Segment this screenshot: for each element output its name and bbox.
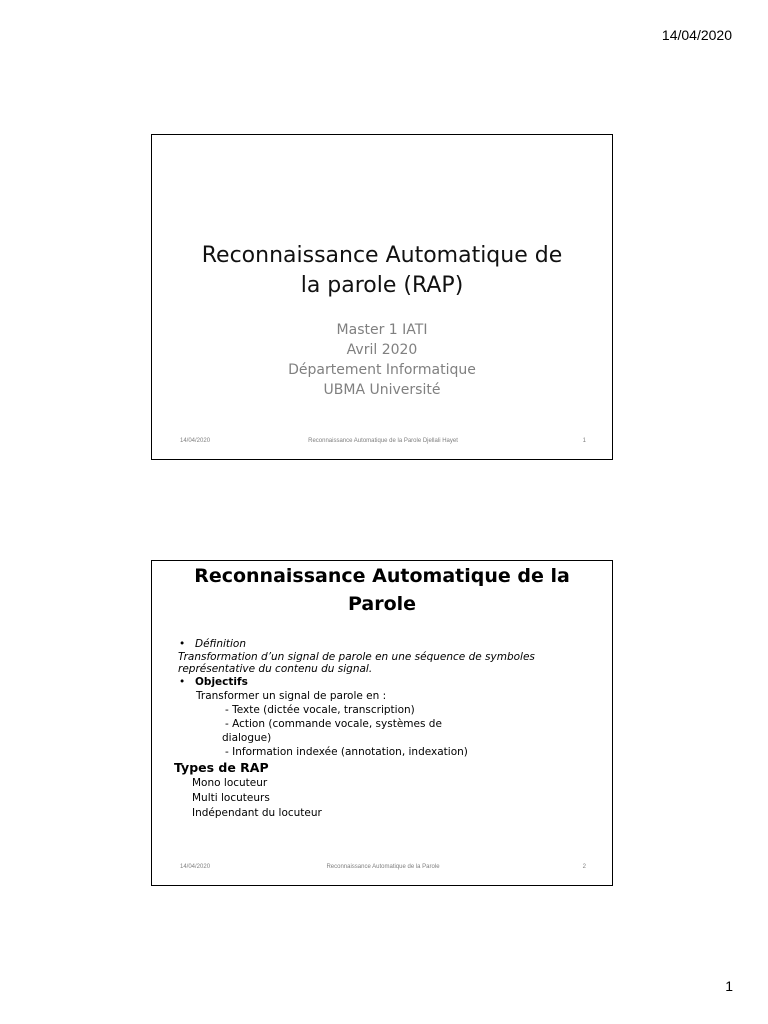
slide-2-title-line-1: Reconnaissance Automatique de la bbox=[194, 565, 570, 587]
slide-2 bbox=[151, 560, 613, 886]
subtitle-line: UBMA Université bbox=[323, 382, 441, 398]
slide-2-footer bbox=[180, 864, 586, 874]
slide-footer-title: Reconnaissance Automatique de la Parole Djellali Hayet bbox=[308, 438, 458, 444]
slide-1-subtitle bbox=[152, 320, 612, 400]
subtitle-line: Département Informatique bbox=[288, 362, 476, 378]
bullet-icon: • bbox=[179, 638, 186, 650]
objectifs-label: Objectifs bbox=[195, 676, 248, 688]
slide-footer-date: 14/04/2020 bbox=[180, 864, 211, 870]
objectifs-bullet bbox=[174, 675, 596, 689]
definition-text bbox=[174, 651, 596, 675]
slide-2-title bbox=[152, 562, 612, 618]
subtitle-line: Master 1 IATI bbox=[336, 322, 428, 338]
page-number: 1 bbox=[725, 978, 733, 994]
slide-footer-number: 2 bbox=[582, 864, 586, 870]
page-date: 14/04/2020 bbox=[661, 27, 732, 43]
objectifs-intro: Transformer un signal de parole en : bbox=[196, 690, 387, 702]
slide-1-footer bbox=[180, 438, 586, 448]
objectif-item: - Action (commande vocale, systèmes de bbox=[225, 718, 442, 730]
slide-1 bbox=[151, 134, 613, 460]
objectif-item: - Information indexée (annotation, indexation) bbox=[225, 746, 468, 758]
definition-bullet bbox=[174, 637, 596, 651]
type-item: Indépendant du locuteur bbox=[192, 807, 322, 819]
slide-footer-number: 1 bbox=[582, 438, 586, 444]
type-item: Mono locuteur bbox=[192, 777, 268, 789]
slide-1-title bbox=[152, 241, 612, 301]
subtitle-line: Avril 2020 bbox=[346, 342, 418, 358]
slide-1-title-line-1: Reconnaissance Automatique de bbox=[201, 243, 563, 268]
slide-2-title-line-2: Parole bbox=[347, 593, 417, 615]
bullet-icon: • bbox=[179, 676, 186, 688]
slide-1-title-line-2: la parole (RAP) bbox=[300, 273, 464, 298]
definition-label: Définition bbox=[195, 638, 247, 650]
slide-2-body bbox=[174, 637, 596, 821]
type-item: Multi locuteurs bbox=[192, 792, 270, 804]
definition-line-2: représentative du contenu du signal. bbox=[178, 663, 373, 675]
definition-line-1: Transformation d’un signal de parole en une séquence de symboles bbox=[178, 651, 535, 663]
slide-footer-title: Reconnaissance Automatique de la Parole bbox=[326, 864, 440, 870]
types-heading: Types de RAP bbox=[174, 760, 269, 775]
slide-footer-date: 14/04/2020 bbox=[180, 438, 211, 444]
objectif-item: - Texte (dictée vocale, transcription) bbox=[225, 704, 415, 716]
objectif-item-continued: dialogue) bbox=[222, 732, 272, 744]
